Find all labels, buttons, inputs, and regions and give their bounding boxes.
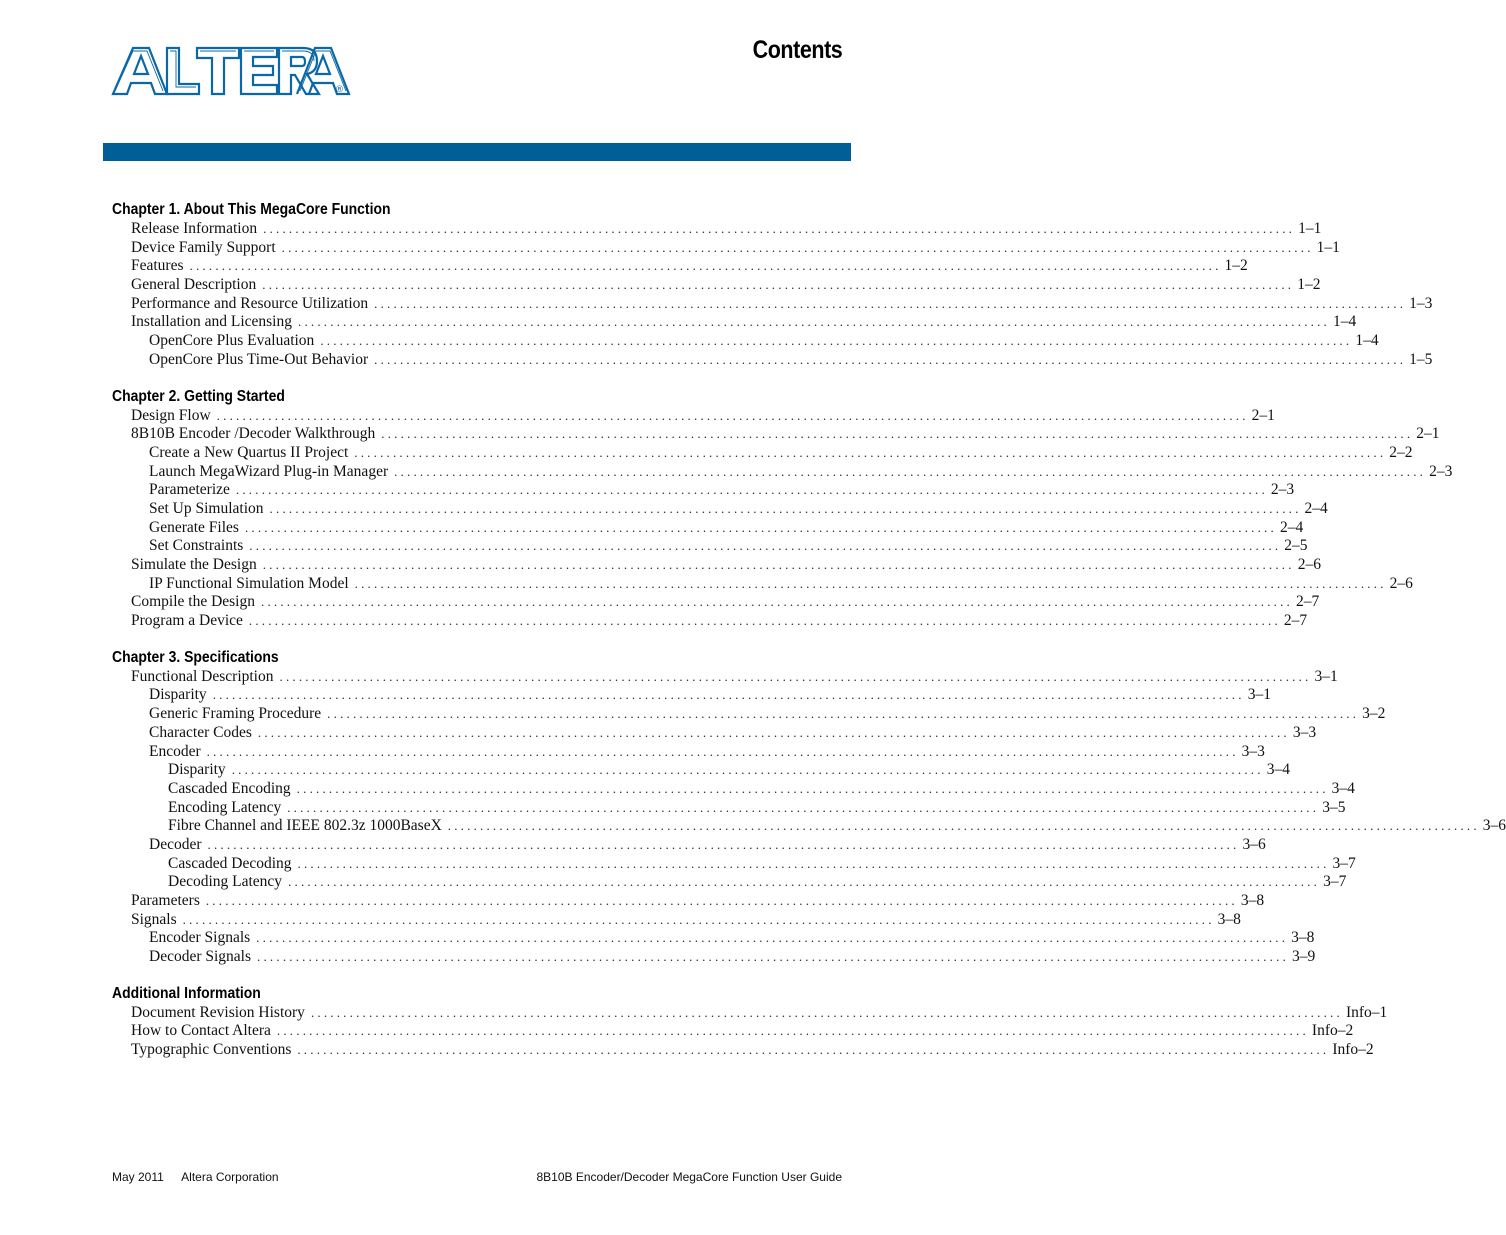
dot-leader: ................................................................................................................................................................ [394, 463, 1427, 479]
toc-entry-title: Disparity [149, 686, 207, 704]
dot-leader: ................................................................................................................................................................ [447, 818, 1480, 834]
toc-page-number: 1–1 [1316, 238, 1340, 256]
dot-leader: ................................................................................................................................................................ [296, 780, 1329, 796]
dot-leader: ................................................................................................................................................................ [231, 762, 1264, 778]
toc-entry-title: IP Functional Simulation Model [149, 574, 349, 592]
dot-leader: ................................................................................................................................................................ [374, 351, 1407, 367]
toc-page-number: 3–5 [1322, 798, 1346, 816]
toc-entry[interactable] [112, 892, 1265, 911]
toc-entry[interactable] [112, 313, 1357, 332]
dot-leader: ................................................................................................................................................................ [298, 314, 1330, 330]
dot-leader: ................................................................................................................................................................ [354, 444, 1387, 460]
toc-page-number: 1–4 [1333, 313, 1357, 331]
toc-entry[interactable] [112, 667, 1338, 687]
toc-entry-title: Parameters [131, 892, 200, 909]
dot-leader: ................................................................................................................................................................ [269, 500, 1302, 516]
toc-entry[interactable] [112, 443, 1413, 463]
toc-page-number: 2–1 [1251, 406, 1275, 424]
toc-entry-title: Generic Framing Procedure [149, 705, 322, 723]
dot-leader: ................................................................................................................................................................ [205, 893, 1238, 908]
table-of-contents [112, 200, 1506, 1077]
dot-leader: ................................................................................................................................................................ [276, 1023, 1309, 1039]
toc-entry-title: Fibre Channel and IEEE 802.3z 1000BaseX [168, 817, 442, 835]
toc-entry[interactable] [112, 220, 1322, 239]
dot-leader: ................................................................................................................................................................ [381, 426, 1414, 442]
toc-entry[interactable] [112, 742, 1265, 762]
toc-page-number: 3–6 [1242, 835, 1266, 853]
toc-entry-title: Compile the Design [131, 593, 255, 611]
toc-page-number: 3–2 [1362, 705, 1386, 723]
toc-page-number: 2–3 [1429, 462, 1453, 480]
dot-leader: ................................................................................................................................................................ [216, 407, 1249, 423]
toc-page-number: 2–1 [1416, 425, 1440, 443]
toc-entry[interactable] [112, 350, 1433, 370]
toc-entry[interactable] [112, 425, 1440, 444]
toc-entry[interactable] [112, 276, 1321, 295]
toc-page-number: 3–1 [1247, 686, 1271, 704]
toc-entry[interactable] [112, 929, 1315, 948]
toc-entry-title: General Description [131, 276, 257, 294]
toc-entry[interactable] [112, 779, 1355, 799]
toc-entry-title: OpenCore Plus Time-Out Behavior [149, 350, 369, 368]
toc-entry[interactable] [112, 686, 1271, 705]
dot-leader: ................................................................................................................................................................ [261, 594, 1293, 610]
toc-entry-title: Release Information [131, 220, 258, 237]
toc-entry[interactable] [112, 294, 1433, 314]
toc-entry[interactable] [112, 462, 1453, 482]
toc-page-number: 1–2 [1297, 276, 1321, 294]
toc-entry-title: Set Constraints [149, 537, 244, 555]
toc-entry[interactable] [112, 537, 1308, 556]
dot-leader: ................................................................................................................................................................ [212, 687, 1245, 703]
toc-entry-title: Character Codes [149, 723, 252, 741]
toc-entry-title: Document Revision History [131, 1003, 305, 1021]
toc-entry[interactable] [112, 518, 1304, 538]
toc-page-number: Info–1 [1345, 1003, 1388, 1021]
toc-entry[interactable] [112, 798, 1346, 818]
toc-entry-title: Simulate the Design [131, 556, 257, 573]
toc-page-number: Info–2 [1311, 1022, 1354, 1040]
dot-leader: ................................................................................................................................................................ [248, 613, 1281, 629]
toc-entry-title: Device Family Support [131, 238, 276, 256]
dot-leader: ................................................................................................................................................................ [206, 743, 1239, 759]
toc-page-number: Info–2 [1332, 1041, 1374, 1059]
toc-entry[interactable] [112, 406, 1275, 426]
chapter-heading[interactable]: Additional Information [112, 984, 261, 1002]
toc-entry-title: Features [131, 257, 184, 275]
toc-page-number: 3–9 [1292, 948, 1316, 966]
toc-page-number: 2–6 [1297, 556, 1321, 573]
dot-leader: ................................................................................................................................................................ [310, 1004, 1343, 1020]
toc-page-number: 3–3 [1292, 723, 1317, 741]
toc-entry-title: Cascaded Decoding [168, 854, 292, 872]
toc-entry[interactable] [112, 873, 1347, 892]
dot-leader: ................................................................................................................................................................ [287, 799, 1320, 815]
toc-section [112, 648, 1506, 967]
toc-entry-title: Functional Description [131, 667, 274, 685]
toc-entry-title: Launch MegaWizard Plug-in Manager [149, 462, 389, 480]
altera-logo [111, 44, 351, 100]
dot-leader: ................................................................................................................................................................ [320, 333, 1353, 349]
toc-entry-title: 8B10B Encoder /Decoder Walkthrough [131, 425, 376, 443]
toc-page-number: 3–6 [1482, 817, 1506, 835]
dot-leader: ................................................................................................................................................................ [235, 482, 1268, 498]
dot-leader: ................................................................................................................................................................ [189, 258, 1222, 274]
toc-page-number: 2–2 [1389, 443, 1413, 461]
toc-page-number: 3–7 [1323, 873, 1347, 891]
toc-entry-title: How to Contact Altera [131, 1022, 271, 1040]
dot-leader: ................................................................................................................................................................ [262, 277, 1295, 293]
dot-leader: ................................................................................................................................................................ [354, 575, 1387, 591]
toc-entry[interactable] [112, 574, 1413, 594]
toc-entry[interactable] [112, 1041, 1374, 1060]
toc-entry[interactable] [112, 1022, 1354, 1041]
toc-entry-title: Set Up Simulation [149, 499, 264, 517]
toc-entry[interactable] [112, 854, 1356, 874]
toc-page-number: 3–4 [1266, 761, 1290, 779]
dot-leader: ................................................................................................................................................................ [182, 911, 1215, 927]
toc-entry-title: OpenCore Plus Evaluation [149, 332, 315, 350]
toc-entry-title: Performance and Resource Utilization [131, 294, 369, 312]
footer-doc-title: 8B10B Encoder/Decoder MegaCore Function User Guide [536, 1170, 842, 1184]
toc-page-number: 2–7 [1283, 612, 1308, 630]
toc-entry-title: Encoding Latency [168, 798, 282, 816]
toc-page-number: 1–1 [1298, 220, 1322, 237]
toc-entry-title: Decoding Latency [168, 873, 283, 891]
dot-leader: ................................................................................................................................................................ [257, 949, 1290, 965]
toc-entry[interactable] [112, 948, 1316, 967]
toc-entry[interactable] [112, 257, 1248, 276]
toc-entry[interactable] [112, 481, 1295, 500]
toc-page-number: 2–5 [1284, 537, 1308, 555]
toc-page-number: 3–1 [1314, 667, 1338, 685]
toc-entry[interactable] [112, 499, 1328, 519]
toc-entry[interactable] [112, 1003, 1388, 1023]
dot-leader: ................................................................................................................................................................ [297, 855, 1330, 871]
toc-page-number: 2–7 [1296, 593, 1320, 611]
header-accent-bar [103, 143, 851, 161]
toc-page-number: 2–3 [1270, 481, 1295, 499]
dot-leader: ................................................................................................................................................................ [279, 668, 1312, 684]
toc-entry[interactable] [112, 835, 1266, 855]
toc-entry-title: Encoder Signals [149, 929, 251, 947]
toc-page-number: 1–4 [1355, 332, 1379, 350]
dot-leader: ................................................................................................................................................................ [244, 519, 1277, 535]
toc-entry[interactable] [112, 910, 1241, 930]
toc-entry-title: Decoder [149, 835, 202, 853]
toc-entry[interactable] [112, 593, 1320, 612]
toc-entry[interactable] [112, 238, 1340, 258]
toc-entry[interactable] [112, 705, 1386, 724]
toc-entry-title: Decoder Signals [149, 948, 252, 966]
toc-entry-title: Program a Device [131, 612, 243, 630]
toc-page-number: 1–3 [1409, 294, 1433, 312]
dot-leader: ................................................................................................................................................................ [288, 874, 1321, 890]
toc-entry-title: Encoder [149, 742, 201, 760]
dot-leader: ................................................................................................................................................................ [257, 724, 1290, 740]
toc-entry[interactable] [112, 556, 1321, 575]
toc-section [112, 984, 1388, 1060]
dot-leader: ................................................................................................................................................................ [327, 706, 1360, 722]
toc-page-number: 3–3 [1241, 742, 1265, 760]
chapter-heading[interactable]: Chapter 1. About This MegaCore Function [112, 201, 391, 218]
dot-leader: ................................................................................................................................................................ [281, 239, 1314, 255]
toc-page-number: 1–5 [1409, 350, 1433, 368]
footer-date: May 2011 [112, 1170, 164, 1184]
toc-page-number: 3–8 [1291, 929, 1315, 947]
toc-entry-title: Design Flow [131, 406, 211, 424]
registered-mark: ® [335, 85, 344, 95]
altera-logo-graphic [111, 44, 351, 100]
chapter-heading[interactable]: Chapter 3. Specifications [112, 648, 279, 666]
toc-entry-title: Installation and Licensing [131, 313, 292, 331]
toc-page-number: 3–8 [1240, 892, 1265, 909]
dot-leader: ................................................................................................................................................................ [207, 836, 1240, 852]
toc-page-number: 1–2 [1224, 257, 1248, 275]
toc-entry-title: Parameterize [149, 481, 230, 499]
toc-page-number: 3–7 [1332, 854, 1356, 872]
dot-leader: ................................................................................................................................................................ [249, 538, 1282, 554]
dot-leader: ................................................................................................................................................................ [256, 930, 1289, 946]
toc-entry-title: Create a New Quartus II Project [149, 443, 349, 461]
dot-leader: ................................................................................................................................................................ [263, 221, 1296, 236]
toc-entry[interactable] [112, 612, 1308, 631]
toc-page-number: 2–6 [1389, 574, 1413, 592]
toc-section [112, 200, 1433, 370]
toc-entry-title: Disparity [168, 761, 226, 779]
toc-entry-title: Cascaded Encoding [168, 779, 291, 797]
page-title: Contents [752, 36, 842, 64]
toc-entry-title: Typographic Conventions [131, 1041, 292, 1059]
dot-leader: ................................................................................................................................................................ [374, 295, 1407, 311]
toc-page-number: 3–8 [1217, 910, 1241, 928]
footer-company: Altera Corporation [181, 1170, 279, 1184]
toc-page-number: 2–4 [1304, 499, 1328, 517]
toc-entry[interactable] [112, 817, 1506, 836]
toc-entry-title: Signals [131, 910, 177, 928]
chapter-heading[interactable]: Chapter 2. Getting Started [112, 387, 285, 405]
toc-entry[interactable] [112, 332, 1379, 351]
toc-section [112, 387, 1453, 631]
toc-entry-title: Generate Files [149, 518, 239, 536]
toc-entry[interactable] [112, 761, 1290, 780]
toc-entry[interactable] [112, 723, 1317, 743]
toc-page-number: 2–4 [1279, 518, 1304, 536]
dot-leader: ................................................................................................................................................................ [297, 1042, 1330, 1058]
dot-leader: ................................................................................................................................................................ [262, 557, 1295, 572]
toc-page-number: 3–4 [1331, 779, 1355, 797]
